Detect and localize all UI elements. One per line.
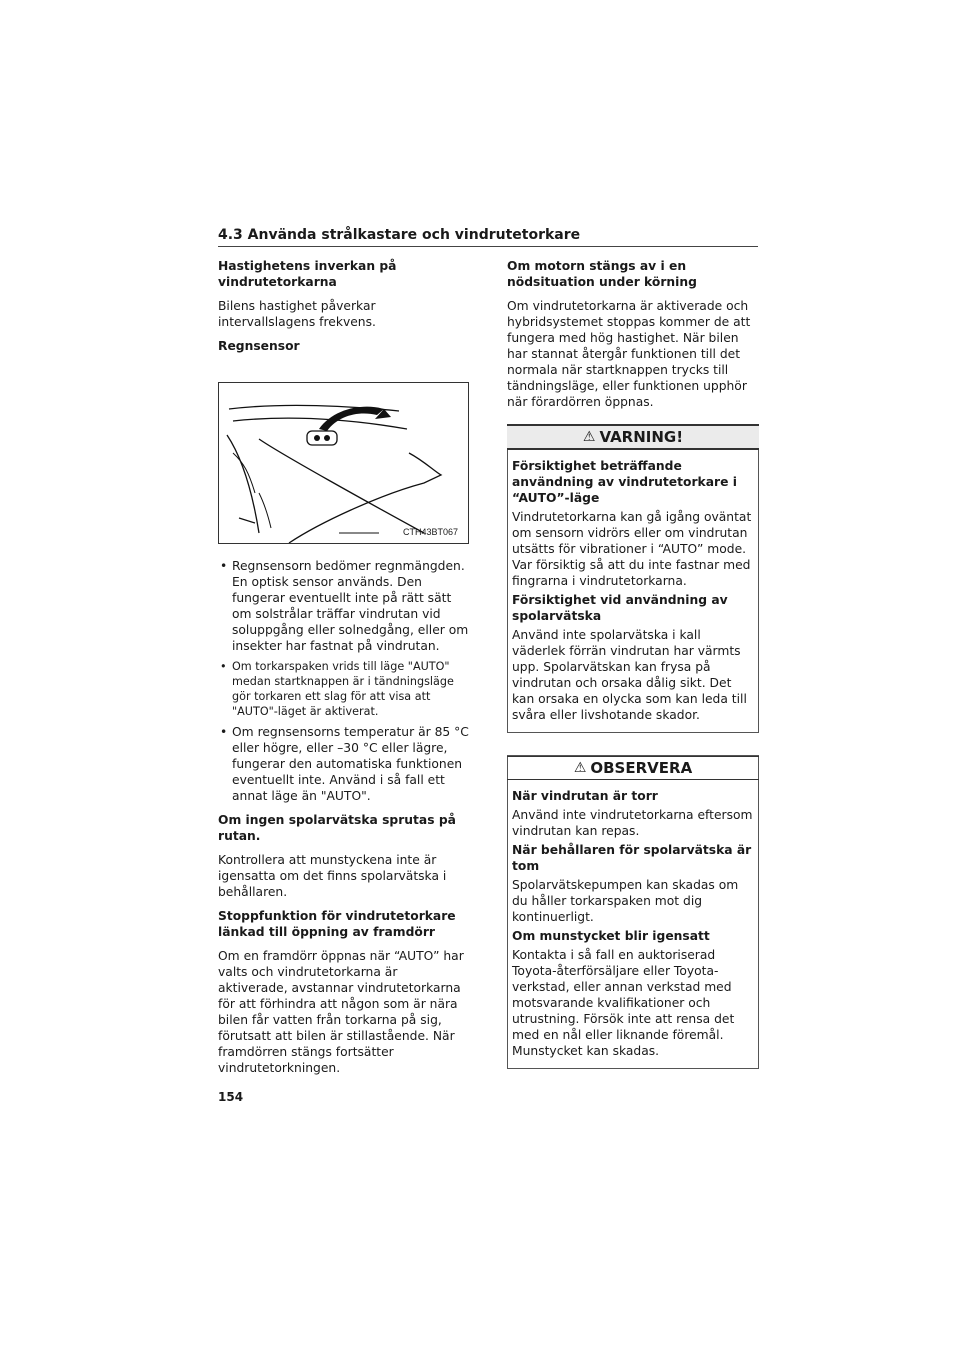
left-column [218,258,470,1084]
notice-heading: När vindrutan är torr [512,789,658,803]
section-header [218,224,758,247]
heading-rain-sensor: Regnsensor [218,339,300,353]
para-door-stop: Om en framdörr öppnas när “AUTO” har valts och vindrutetorkarna är aktiverade, avstannar vindrutetorkarna för att förhindra att någon som är nära bilen får vatten från torkarna på sig, förutsatt att bilen är stillastående. När framdörren stängs fortsätter vindrutetorkningen. [218,949,464,1075]
notice-box [507,755,759,1069]
warning-box [507,424,759,733]
warning-triangle-icon: ⚠ [582,429,596,445]
section-title: 4.3 Använda strålkastare och vindrutetorkare [218,227,581,243]
windshield-illustration [219,383,468,543]
notice-triangle-icon: ⚠ [573,760,587,776]
notice-text: Använd inte vindrutetorkarna eftersom vindrutan kan repas. [512,808,753,838]
notice-text: Spolarvätskepumpen kan skadas om du håller torkarspaken mot dig kontinuerligt. [512,878,739,924]
heading-door-stop: Stoppfunktion för vindrutetorkare länkad till öppning av framdörr [218,909,456,939]
page-number: 154 [218,1090,244,1104]
figure-code: CTH43BT067 [402,527,458,537]
heading-no-washer: Om ingen spolarvätska sprutas på rutan. [218,813,456,843]
warning-text: Vindrutetorkarna kan gå igång oväntat om sensorn vidrörs eller om vindrutan utsätts för vibrationer i “AUTO” mode. Var försiktig så att du inte fastnar med fingrarna i vindrutetorkarna. [512,510,752,588]
right-column [507,258,759,1069]
bullet-item: • Om regnsensorns temperatur är 85 °C eller högre, eller –30 °C eller lägre, fungerar den automatiska funktionen eventuellt inte. Använd i så fall ett annat läge än "AUTO". [218,724,470,804]
bullet-item: • Regnsensorn bedömer regnmängden. En optisk sensor används. Den fungerar eventuellt inte på rätt sätt om solstrålar träffar vindrutan vid soluppgång eller solnedgång, eller om insekter har fastnat på vindrutan. [218,558,470,654]
bullet-item: • Om torkarspaken vrids till läge "AUTO" medan startknappen är i tändningsläge gör torkaren ett slag för att visa att "AUTO"-läget är aktiverat. [218,659,470,719]
heading-emergency: Om motorn stängs av i en nödsituation under körning [507,259,697,289]
notice-text: Kontakta i så fall en auktoriserad Toyota-återförsäljare eller Toyota-verkstad, eller annan verkstad med motsvarande kvalifikationer och utrustning. Försök inte att rensa det med en nål eller liknande föremål. Munstycket kan skadas. [512,948,735,1058]
warning-heading: Försiktighet beträffande användning av vindrutetorkare i “AUTO”-läge [512,459,737,505]
rain-sensor-bullets [218,558,470,804]
warning-title: VARNING! [599,428,684,446]
para-speed: Bilens hastighet påverkar intervallslagens frekvens. [218,299,376,329]
warning-title-bar [507,424,759,450]
notice-heading: Om munstycket blir igensatt [512,929,710,943]
warning-text: Använd inte spolarvätska i kall väderlek förrän vindrutan har värmts upp. Spolarvätskan kan frysa på vindrutan och orsaka dålig sikt. Det kan orsaka en olycka som kan leda till svåra eller livshotande skador. [512,628,747,722]
notice-heading: När behållaren för spolarvätska är tom [512,843,752,873]
para-no-washer: Kontrollera att munstyckena inte är igensatta om det finns spolarvätska i behållaren. [218,853,447,899]
notice-title: OBSERVERA [590,759,693,777]
warning-heading: Försiktighet vid användning av spolarvätska [512,593,728,623]
rain-sensor-figure [218,382,469,544]
heading-speed: Hastighetens inverkan på vindrutetorkarna [218,259,397,289]
notice-title-bar [507,756,759,780]
para-emergency: Om vindrutetorkarna är aktiverade och hybridsystemet stoppas kommer de att fungera med hög hastighet. När bilen har stannat återgår funktionen till det normala när startknappen trycks till tändningsläge, eller funktionen upphör när förardörren öppnas. [507,299,751,409]
